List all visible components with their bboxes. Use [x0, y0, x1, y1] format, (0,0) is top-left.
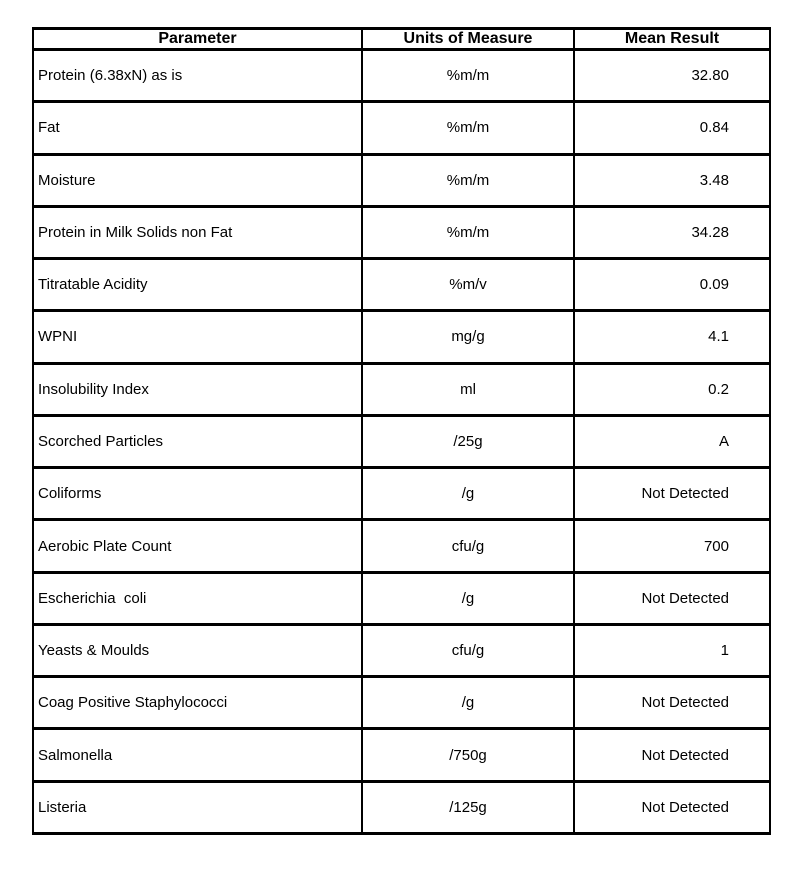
- units-cell: ml: [362, 363, 574, 415]
- units-cell: cfu/g: [362, 520, 574, 572]
- result-cell: 1: [574, 624, 770, 676]
- table-row: [33, 677, 770, 729]
- parameter-cell: Scorched Particles: [33, 415, 362, 467]
- header-units: Units of Measure: [362, 29, 574, 50]
- table-row: [33, 50, 770, 102]
- parameter-cell: Protein in Milk Solids non Fat: [33, 206, 362, 258]
- parameter-cell: Titratable Acidity: [33, 259, 362, 311]
- table-row: [33, 572, 770, 624]
- units-cell: /g: [362, 572, 574, 624]
- table-row: [33, 311, 770, 363]
- table-row: [33, 206, 770, 258]
- results-table: [32, 27, 771, 835]
- result-cell: Not Detected: [574, 677, 770, 729]
- result-cell: 3.48: [574, 154, 770, 206]
- parameter-cell: Aerobic Plate Count: [33, 520, 362, 572]
- result-cell: 0.2: [574, 363, 770, 415]
- parameter-cell: Insolubility Index: [33, 363, 362, 415]
- table-row: [33, 102, 770, 154]
- parameter-cell: Salmonella: [33, 729, 362, 781]
- result-cell: 32.80: [574, 50, 770, 102]
- parameter-cell: Moisture: [33, 154, 362, 206]
- parameter-cell: Fat: [33, 102, 362, 154]
- result-cell: 0.84: [574, 102, 770, 154]
- result-cell: 0.09: [574, 259, 770, 311]
- units-cell: %m/v: [362, 259, 574, 311]
- parameter-cell: Protein (6.38xN) as is: [33, 50, 362, 102]
- table-row: [33, 520, 770, 572]
- parameter-cell: Listeria: [33, 781, 362, 833]
- units-cell: %m/m: [362, 206, 574, 258]
- result-cell: 34.28: [574, 206, 770, 258]
- result-cell: A: [574, 415, 770, 467]
- table-row: [33, 624, 770, 676]
- units-cell: cfu/g: [362, 624, 574, 676]
- units-cell: /750g: [362, 729, 574, 781]
- parameter-cell: Escherichia coli: [33, 572, 362, 624]
- units-cell: /g: [362, 677, 574, 729]
- result-cell: 700: [574, 520, 770, 572]
- result-cell: Not Detected: [574, 729, 770, 781]
- table-row: [33, 259, 770, 311]
- table-body: [33, 50, 770, 834]
- header-parameter: Parameter: [33, 29, 362, 50]
- results-table-container: [32, 27, 771, 835]
- units-cell: /g: [362, 468, 574, 520]
- parameter-cell: Yeasts & Moulds: [33, 624, 362, 676]
- table-row: [33, 781, 770, 833]
- units-cell: /125g: [362, 781, 574, 833]
- result-cell: Not Detected: [574, 572, 770, 624]
- table-row: [33, 468, 770, 520]
- units-cell: %m/m: [362, 50, 574, 102]
- parameter-cell: WPNI: [33, 311, 362, 363]
- table-row: [33, 363, 770, 415]
- result-cell: Not Detected: [574, 468, 770, 520]
- table-row: [33, 154, 770, 206]
- header-row: [33, 29, 770, 50]
- units-cell: mg/g: [362, 311, 574, 363]
- units-cell: %m/m: [362, 154, 574, 206]
- table-row: [33, 729, 770, 781]
- result-cell: 4.1: [574, 311, 770, 363]
- parameter-cell: Coag Positive Staphylococci: [33, 677, 362, 729]
- units-cell: /25g: [362, 415, 574, 467]
- header-mean-result: Mean Result: [574, 29, 770, 50]
- units-cell: %m/m: [362, 102, 574, 154]
- table-row: [33, 415, 770, 467]
- result-cell: Not Detected: [574, 781, 770, 833]
- parameter-cell: Coliforms: [33, 468, 362, 520]
